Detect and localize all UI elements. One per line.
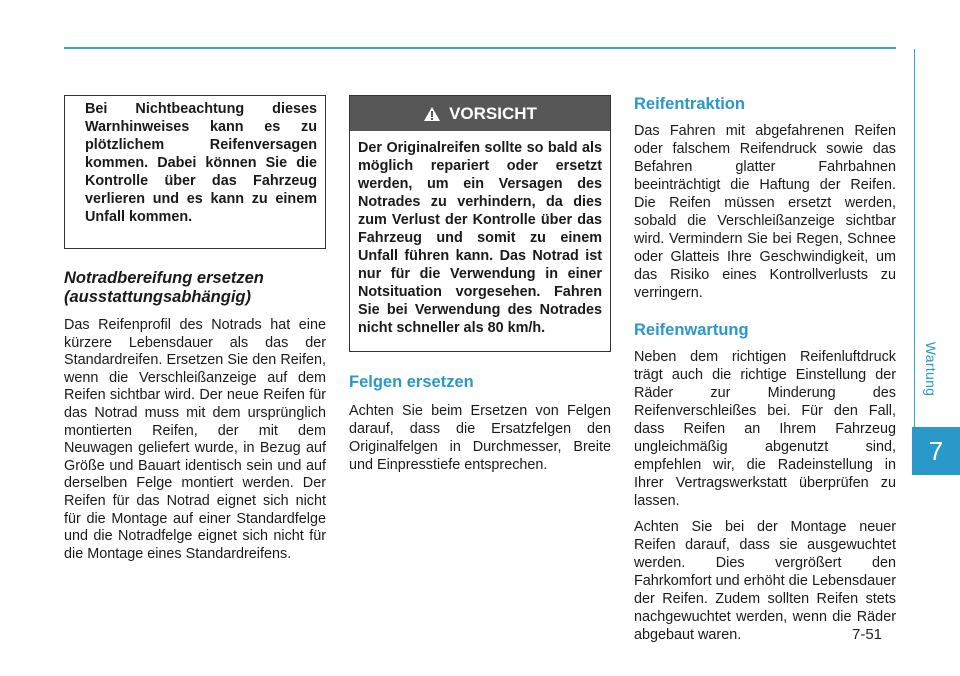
caution-header xyxy=(350,96,610,131)
section-heading: Reifentraktion xyxy=(634,95,745,113)
chapter-tab: 7 xyxy=(912,427,960,475)
warning-box xyxy=(64,95,326,249)
top-rule xyxy=(64,47,896,49)
section-heading: Notradbereifung ersetzen xyxy=(64,269,264,287)
body-paragraph: Achten Sie bei der Montage neuer Reifen darauf, dass sie ausgewuchtet werden. Dies vergrößert den Fahrkomfort und erhöht die Lebensdauer der Reifen. Zudem sollten Reifen stets nachgewuchtet werden, wenn die Räder abgebaut waren. xyxy=(634,519,896,643)
section-heading-sub: (ausstattungsabhängig) xyxy=(64,288,252,306)
warning-triangle-icon xyxy=(423,106,441,122)
caution-box xyxy=(349,95,611,352)
right-column xyxy=(634,94,896,644)
left-column xyxy=(64,95,326,563)
body-paragraph: Das Reifenprofil des Notrads hat eine kürzere Lebensdauer als das der Standardreifen. Ersetzen Sie den Reifen, wenn die Verschleißanzeige auf dem Reifen sichtbar wird. Der neue Reifen für das Notrad muss mit dem ursprünglich montierten Reifen, der mit dem Neuwagen geliefert wurde, in Bezug auf Größe und Bauart identisch sein und auf derselben Felge montiert werden. Der Reifen für das Notrad eignet sich nicht für die Montage auf einer Standardfelge und die Notradfelge eignet sich nicht für die Montage eines Standardreifens. xyxy=(64,317,326,562)
warning-text: Bei Nichtbeachtung dieses Warnhinweises kann es zu plötzlichem Reifenversagen kommen. Dabei können Sie die Kontrolle über das Fahrzeug verlieren und es kann zu einem Unfall kommen. xyxy=(85,101,317,225)
body-paragraph: Achten Sie beim Ersetzen von Felgen darauf, dass die Ersatzfelgen den Originalfelgen in Durchmesser, Breite und Einpresstiefe entsprechen. xyxy=(349,403,611,473)
body-paragraph: Das Fahren mit abgefahrenen Reifen oder falschem Reifendruck sowie das Befahren glatter Fahrbahnen beeinträchtigt die Haftung der Reifen. Die Reifen müssen ersetzt werden, sobald die Verschleißanzeige sichtbar wird. Vermindern Sie bei Regen, Schnee oder Glatteis Ihre Geschwindigkeit, um das Risiko eines Kontrollverlusts zu verringern. xyxy=(634,123,896,301)
page-number: 7-51 xyxy=(852,626,883,643)
section-heading: Reifenwartung xyxy=(634,321,749,339)
caution-body: Der Originalreifen sollte so bald als möglich repariert oder ersetzt werden, um ein Versagen des Notrades zu verhindern, da dies zum Verlust der Kontrolle über das Fahrzeug und somit zu einem Unfall führen kann. Das Notrad ist nur für die Verwendung in einer Notsituation vorgesehen. Fahren Sie bei Verwendung des Notrades nicht schneller als 80 km/h. xyxy=(358,140,602,336)
section-heading: Felgen ersetzen xyxy=(349,373,474,391)
caution-title: VORSICHT xyxy=(449,103,537,123)
section-label: Wartung xyxy=(923,341,939,397)
body-paragraph: Neben dem richtigen Reifenluftdruck trägt auch die richtige Einstellung der Räder zur Minderung des Reifenverschleißes bei. Für den Fall, dass Reifen an Ihrem Fahrzeug ungleichmäßig abgenutzt sind, empfehlen wir, die Radeinstellung in Ihrer Vertragswerkstatt überprüfen zu lassen. xyxy=(634,349,896,509)
side-rule xyxy=(914,49,915,427)
middle-column xyxy=(349,95,611,474)
